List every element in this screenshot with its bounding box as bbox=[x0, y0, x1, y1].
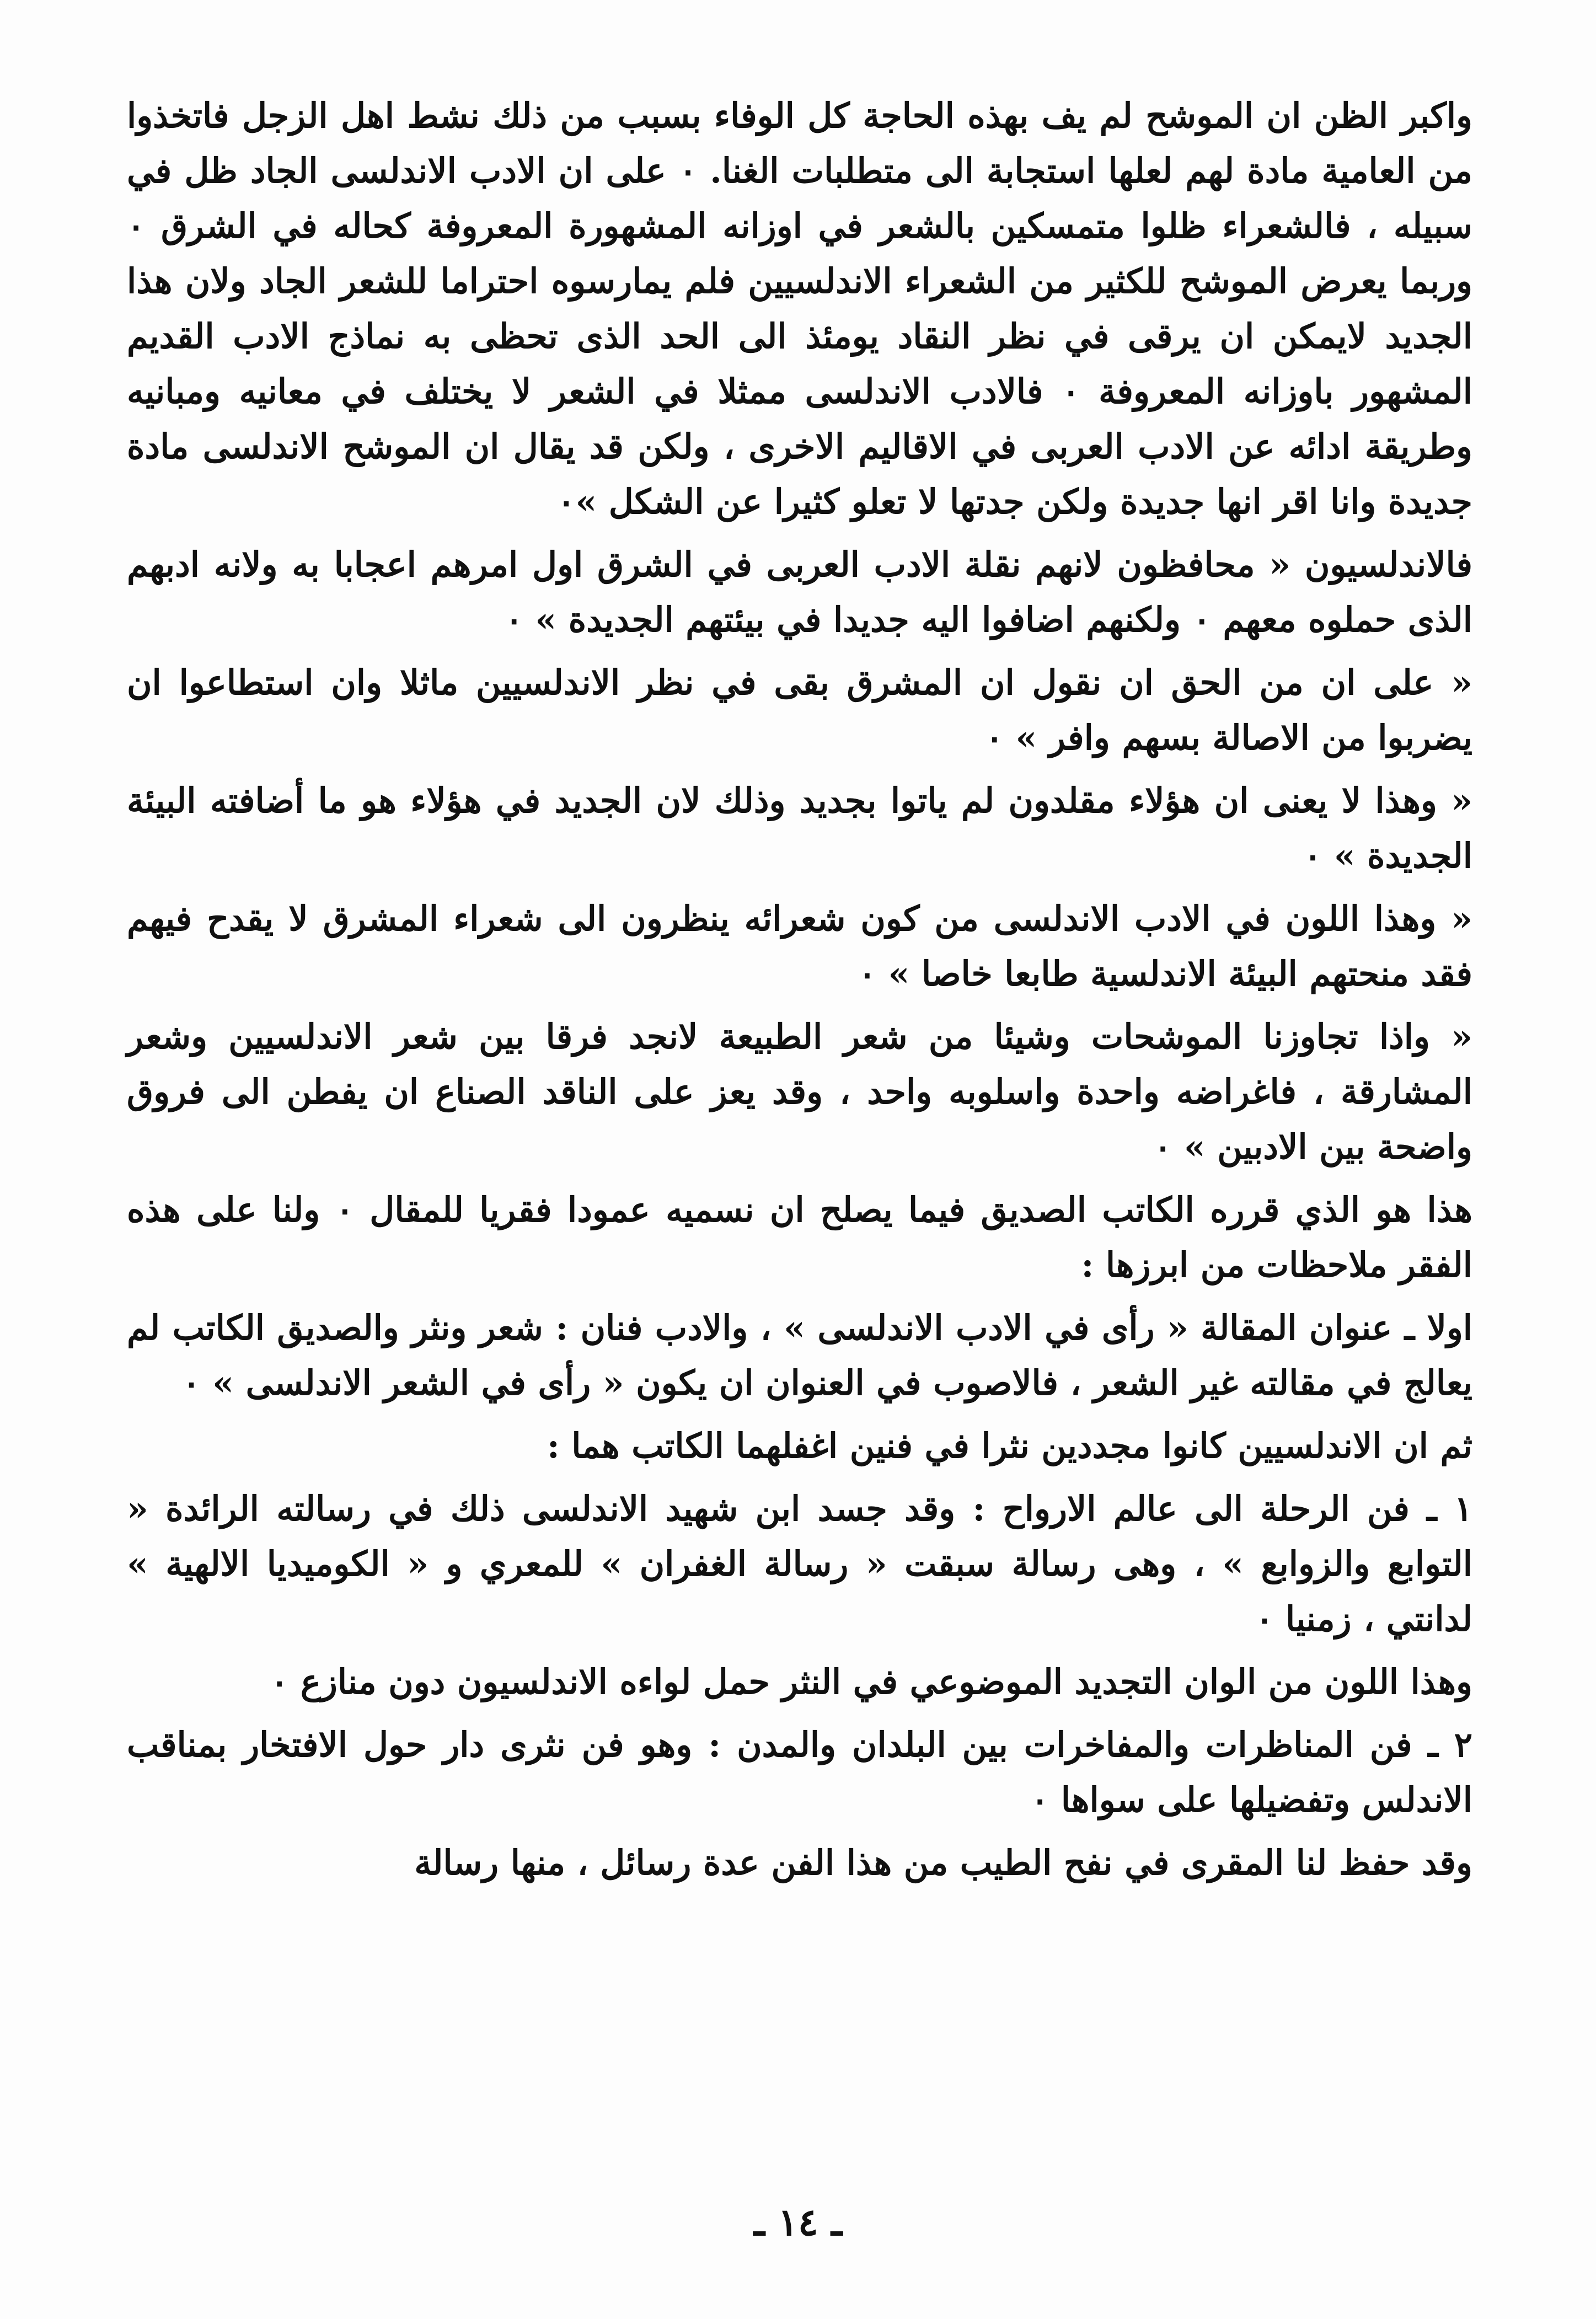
paragraph: « واذا تجاوزنا الموشحات وشيئا من شعر الطبيعة لانجد فرقا بين شعر الاندلسيين وشعر المشارقة ، فاغراضه واحدة واسلوبه واحد ، وقد يعز على الناقد الصناع ان يفطن الى فروق واضحة بين الادبين » ٠ bbox=[127, 1016, 1472, 1167]
paragraph: وقد حفظ لنا المقرى في نفح الطيب من هذا الفن عدة رسائل ، منها رسالة bbox=[414, 1843, 1472, 1883]
page-body-text bbox=[127, 88, 1472, 1898]
page-number: ـ ١٤ ـ bbox=[753, 2200, 843, 2245]
paragraph: وهذا اللون من الوان التجديد الموضوعي في النثر حمل لواءه الاندلسيون دون منازع ٠ bbox=[270, 1662, 1472, 1702]
paragraph: ١ ـ فن الرحلة الى عالم الارواح : وقد جسد ابن شهيد الاندلسى ذلك في رسالته الرائدة « التوابع والزوابع » ، وهى رسالة سبقت « رسالة الغفران » للمعري و « الكوميديا الالهية » لدانتي ، زمنيا ٠ bbox=[127, 1488, 1472, 1639]
paragraph: ثم ان الاندلسيين كانوا مجددين نثرا في فنين اغفلهما الكاتب هما : bbox=[547, 1426, 1472, 1466]
paragraph: « وهذا لا يعنى ان هؤلاء مقلدون لم ياتوا بجديد وذلك لان الجديد في هؤلاء هو ما أضافته البيئة الجديدة » ٠ bbox=[127, 780, 1472, 876]
paragraph: فالاندلسيون « محافظون لانهم نقلة الادب العربى في الشرق اول امرهم اعجابا به ولانه ادبهم الذى حملوه معهم ٠ ولكنهم اضافوا اليه جديدا في بيئتهم الجديدة » ٠ bbox=[127, 544, 1472, 640]
paragraph: واكبر الظن ان الموشح لم يف بهذه الحاجة كل الوفاء بسبب من ذلك نشط اهل الزجل فاتخذوا من العامية مادة لهم لعلها استجابة الى متطلبات الغنا. ٠ على ان الادب الاندلسى الجاد ظل في سبيله ، فالشعراء ظلوا متمسكين بالشعر في اوزانه المشهورة المعروفة كحاله في الشرق ٠ وربما يعرض الموشح للكثير من الشعراء الاندلسيين فلم يمارسوه احتراما للشعر الجاد ولان هذا الجديد لايمكن ان يرقى في نظر النقاد يومئذ الى الحد الذى تحظى به نماذج الادب القديم المشهور باوزانه المعروفة ٠ فالادب الاندلسى ممثلا في الشعر لا يختلف في معانيه ومبانيه وطريقة ادائه عن الادب العربى في الاقاليم الاخرى ، ولكن قد يقال ان الموشح الاندلسى مادة جديدة وانا اقر انها جديدة ولكن جدتها لا تعلو كثيرا عن الشكل »٠ bbox=[127, 95, 1472, 522]
paragraph: « على ان من الحق ان نقول ان المشرق بقى في نظر الاندلسيين ماثلا وان استطاعوا ان يضربوا من الاصالة بسهم وافر » ٠ bbox=[127, 662, 1472, 758]
paragraph: ٢ ـ فن المناظرات والمفاخرات بين البلدان والمدن : وهو فن نثرى دار حول الافتخار بمناقب الاندلس وتفضيلها على سواها ٠ bbox=[127, 1724, 1472, 1820]
paragraph: اولا ـ عنوان المقالة « رأى في الادب الاندلسى » ، والادب فنان : شعر ونثر والصديق الكاتب لم يعالج في مقالته غير الشعر ، فالاصوب في العنوان ان يكون « رأى في الشعر الاندلسى » ٠ bbox=[127, 1308, 1472, 1403]
paragraph: « وهذا اللون في الادب الاندلسى من كون شعرائه ينظرون الى شعراء المشرق لا يقدح فيهم فقد منحتهم البيئة الاندلسية طابعا خاصا » ٠ bbox=[127, 898, 1472, 994]
paragraph: هذا هو الذي قرره الكاتب الصديق فيما يصلح ان نسميه عمودا فقريا للمقال ٠ ولنا على هذه الفقر ملاحظات من ابرزها : bbox=[127, 1190, 1472, 1285]
